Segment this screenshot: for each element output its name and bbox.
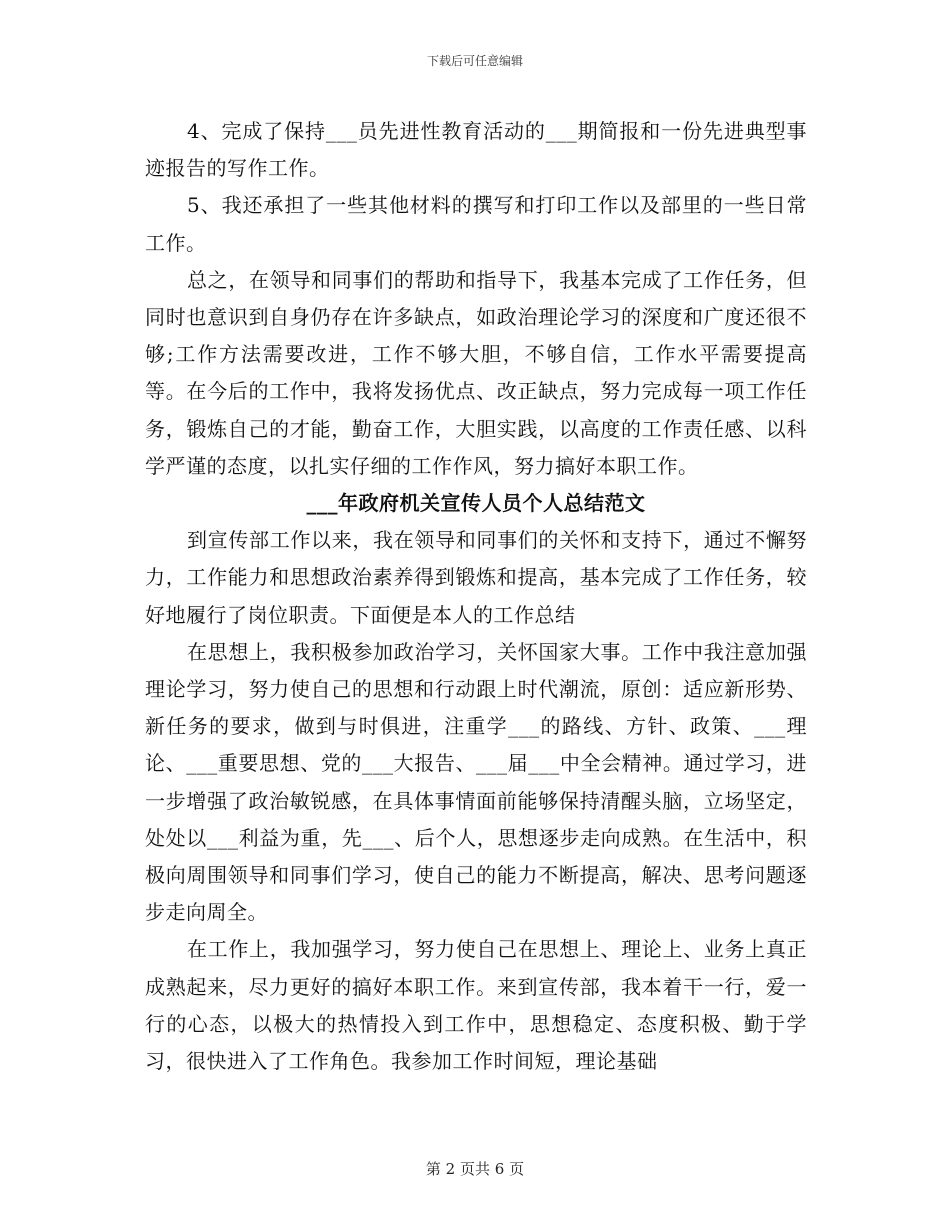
- paragraph-item-5: 5、我还承担了一些其他材料的撰写和打印工作以及部里的一些日常工作。: [145, 193, 807, 255]
- paragraph-summary: 总之，在领导和同事们的帮助和指导下，我基本完成了工作任务，但同时也意识到自身仍存在许多缺点，如政治理论学习的深度和广度还很不够;工作方法需要改进，工作不够大胆，不够自信，工作水平需要提高等。在今后的工作中，我将发扬优点、改正缺点，努力完成每一项工作任务，锻炼自己的才能，勤奋工作，大胆实践，以高度的工作责任感、以科学严谨的态度，以扎实仔细的工作作风，努力搞好本职工作。: [145, 267, 807, 478]
- section-title: ___年政府机关宣传人员个人总结范文: [306, 491, 646, 516]
- page-header: 下载后可任意编辑: [426, 54, 523, 68]
- paragraph-item-4: 4、完成了保持___员先进性教育活动的___期简报和一份先进典型事迹报告的写作工作。: [145, 119, 807, 181]
- page-number: 第 2 页共 6 页: [425, 1160, 525, 1178]
- paragraph-ideology: 在思想上，我积极参加政治学习，关怀国家大事。工作中我注意加强理论学习，努力使自己的思想和行动跟上时代潮流，原创：适应新形势、新任务的要求，做到与时俱进，注重学___的路线、方针、政策、___理论、___重要思想、党的___大报告、___届___中全会精神。通过学习，进一步增强了政治敏锐感，在具体事情面前能够保持清醒头脑，立场坚定，处处以___利益为重，先___、后个人，思想逐步走向成熟。在生活中，积极向周围领导和同事们学习，使自己的能力不断提高，解决、思考问题逐步走向周全。: [145, 639, 807, 925]
- document-body: [145, 113, 807, 1080]
- paragraph-intro: 到宣传部工作以来，我在领导和同事们的关怀和支持下，通过不懈努力，工作能力和思想政治素养得到锻炼和提高，基本完成了工作任务，较好地履行了岗位职责。下面便是本人的工作总结: [145, 528, 807, 627]
- paragraph-work: 在工作上，我加强学习，努力使自己在思想上、理论上、业务上真正成熟起来，尽力更好的搞好本职工作。来到宣传部，我本着干一行，爱一行的心态，以极大的热情投入到工作中，思想稳定、态度积极、勤于学习，很快进入了工作角色。我参加工作时间短，理论基础: [145, 937, 807, 1074]
